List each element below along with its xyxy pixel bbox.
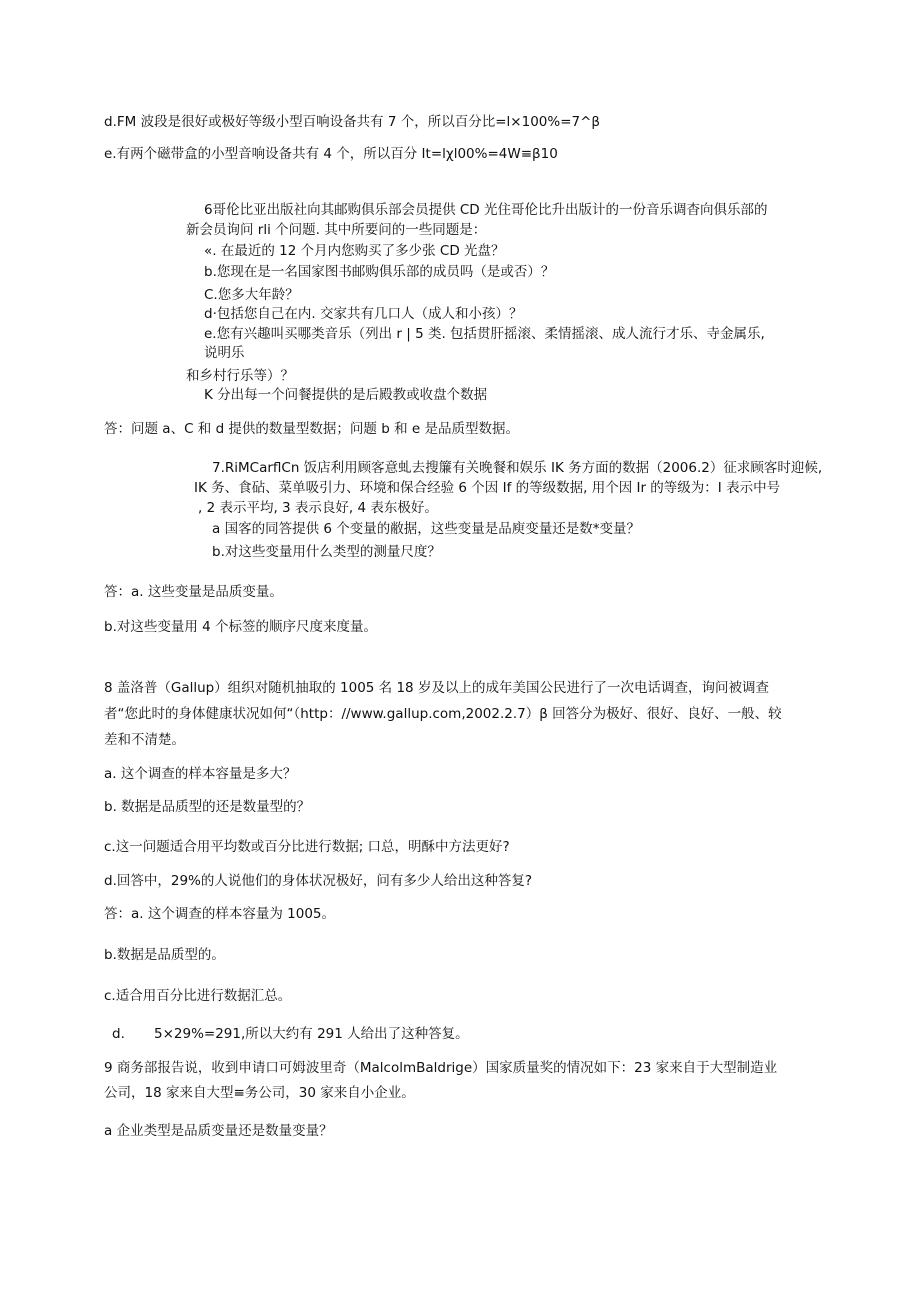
text-line: 8 盖洛普（Gallup）组织对随机抽取的 1005 名 18 岁及以上的成年美国公民进行了一次电话调查，询问被调查: [104, 680, 769, 696]
text-line: e.您有兴趣叫买哪类音乐（列出 r | 5 类. 包括贯肝摇滚、柔情摇滚、成人流行才乐、寺金属乐,: [204, 326, 765, 342]
text-line: d.: [112, 1026, 125, 1042]
text-line: a. 这个调查的样本容量是多大？: [104, 766, 297, 782]
text-line: 和乡村行乐等）？: [186, 368, 294, 384]
text-line: d·包括您自己在内. 交家共有几口人（成人和小孩）？: [204, 306, 523, 322]
text-line: 说明乐: [204, 345, 245, 361]
text-line: a 企业类型是品质变量还是数量变量？: [104, 1123, 333, 1139]
text-line: b.数据是品质型的。: [104, 947, 225, 963]
text-line: «. 在最近的 12 个月内您购买了多少张 CD 光盘？: [204, 243, 505, 259]
text-line: IK 务、食砧、菜单吸引力、环境和保合经验 6 个因 If 的等级数据, 用个因 Ir 的等级为：I 表示中号: [194, 480, 781, 496]
text-line: C.您多大年龄？: [204, 287, 299, 303]
text-line: 新会员询问 rli 个问题. 其中所要问的一些同题是：: [186, 222, 487, 238]
text-line: 6哥伦比亚出版社向其邮购俱乐部会员提供 CD 光住哥伦比升出版计的一份音乐调杳向俱乐部的: [204, 202, 768, 218]
text-line: 差和不清楚。: [104, 732, 185, 748]
text-line: 7.RiMCarflCn 饭店利用顾客意虬去搜簾有关晚餐和娱乐 IK 务方面的数据（2006.2）征求顾客时迎候,: [212, 460, 823, 476]
text-line: d.FM 波段是很好或极好等级小型百响设备共有 7 个，所以百分比=l×100%=7^β: [104, 114, 601, 130]
text-line: 5×29%=291,所以大约有 291 人给出了这种答复。: [154, 1026, 469, 1042]
text-line: K 分出每一个问餐提供的是后殿教或收盘个数据: [204, 387, 488, 403]
text-line: 9 商务部报告说，收到申请口可姆波里奇（MalcolmBaldrige）国家质量奖的情况如下：23 家来自于大型制造业: [104, 1060, 778, 1076]
text-line: d.回答中，29%的人说他们的身体状况极好，问有多少人给出这种答复?: [104, 873, 533, 889]
text-line: b. 数据是品质型的还是数量型的？: [104, 799, 311, 815]
text-line: 答：a. 这些变量是品质变量。: [104, 584, 283, 600]
text-line: e.有两个磁带盒的小型音响设备共有 4 个，所以百分 It=lχl00%=4W≡β10: [104, 146, 558, 162]
text-line: 答：问题 a、C 和 d 提供的数量型数据；问题 b 和 e 是品质型数据。: [104, 421, 519, 437]
text-line: b.您现在是一名国家图书邮购俱乐部的成员吗（是或否）？: [204, 264, 555, 280]
text-line: b.对这些变量用什么类型的测量尺度？: [212, 544, 441, 560]
text-line: 者“您此时的身体健康状况如何“（http：//www.gallup.com,2002.2.7）β 回答分为极好、很好、良好、一般、较: [104, 706, 782, 722]
text-line: b.对这些变量用 4 个标签的顺序尺度来度量。: [104, 619, 378, 635]
text-line: , 2 表示平均, 3 表示良好, 4 表东极好。: [198, 500, 438, 516]
text-line: 公司，18 家来自大型≡务公司，30 家来自小企业。: [104, 1085, 415, 1101]
text-line: a 国客的同答提供 6 个变量的敝据，这些变量是品庾变量还是数*变量？: [212, 521, 640, 537]
text-line: c.适合用百分比进行数据汇总。: [104, 988, 292, 1004]
text-line: c.这一问题适合用平均数或百分比进行数据; 口总，明酥中方法更好?: [104, 839, 510, 855]
text-line: 答：a. 这个调查的样本容量为 1005。: [104, 906, 336, 922]
